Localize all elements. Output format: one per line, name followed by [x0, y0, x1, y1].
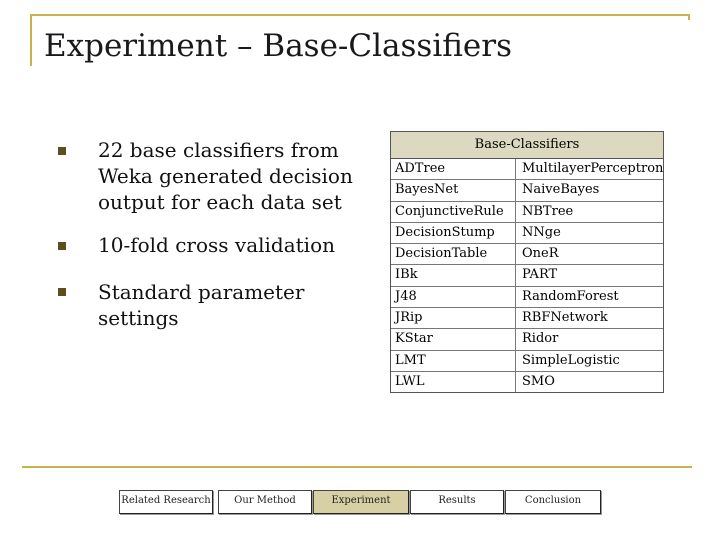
table-cell: OneR: [522, 246, 559, 262]
bullet-marker: [58, 147, 66, 155]
table-cell: Ridor: [522, 331, 559, 347]
nav-our-method[interactable]: Our Method: [218, 490, 312, 514]
table-cell: NaiveBayes: [522, 182, 600, 198]
title-frame-left: [30, 14, 32, 66]
page-title: Experiment – Base-Classifiers: [44, 28, 512, 64]
nav-results[interactable]: Results: [410, 490, 504, 514]
table-row: [391, 223, 663, 244]
table-cell: RandomForest: [522, 288, 619, 304]
table-header: Base-Classifiers: [391, 132, 663, 159]
table-row: [391, 202, 663, 223]
table-row: [391, 244, 663, 265]
table-cell: J48: [391, 287, 516, 307]
table-row: [391, 372, 663, 392]
table-cell: SMO: [522, 373, 555, 389]
nav-related-research[interactable]: Related Research: [119, 490, 213, 514]
table-cell: ConjunctiveRule: [391, 202, 516, 222]
nav-conclusion[interactable]: Conclusion: [505, 490, 601, 514]
table-cell: KStar: [391, 329, 516, 349]
table-row: [391, 308, 663, 329]
table-row: [391, 329, 663, 350]
nav-experiment[interactable]: Experiment: [313, 490, 409, 514]
table-row: [391, 287, 663, 308]
footer-rule: [22, 466, 692, 468]
table-cell: BayesNet: [391, 180, 516, 200]
table-cell: RBFNetwork: [522, 310, 608, 326]
bullet-text-1: 22 base classifiers from Weka generated decision output for each data set: [98, 138, 353, 214]
table-cell: DecisionTable: [391, 244, 516, 264]
table-row: [391, 180, 663, 201]
bullet-marker: [58, 288, 66, 296]
table-cell: LWL: [391, 372, 516, 392]
bullet-text-3: Standard parameter settings: [98, 280, 305, 330]
table-cell: LMT: [391, 351, 516, 371]
title-frame-top: [30, 14, 690, 16]
table-cell: ADTree: [391, 159, 516, 179]
base-classifiers-table: [390, 131, 664, 393]
bullet-marker: [58, 242, 66, 250]
table-cell: MultilayerPerceptron: [522, 161, 663, 176]
table-cell: PART: [522, 267, 558, 283]
table-cell: NNge: [522, 224, 561, 240]
table-body: [391, 159, 663, 392]
title-frame-right: [688, 14, 690, 20]
table-row: [391, 159, 663, 180]
table-cell: JRip: [391, 308, 516, 328]
table-row: [391, 351, 663, 372]
table-cell: DecisionStump: [391, 223, 516, 243]
table-row: [391, 265, 663, 286]
table-cell: NBTree: [522, 203, 574, 219]
table-cell: SimpleLogistic: [522, 352, 620, 368]
bullet-text-2: 10-fold cross validation: [98, 233, 335, 257]
table-cell: IBk: [391, 265, 516, 285]
